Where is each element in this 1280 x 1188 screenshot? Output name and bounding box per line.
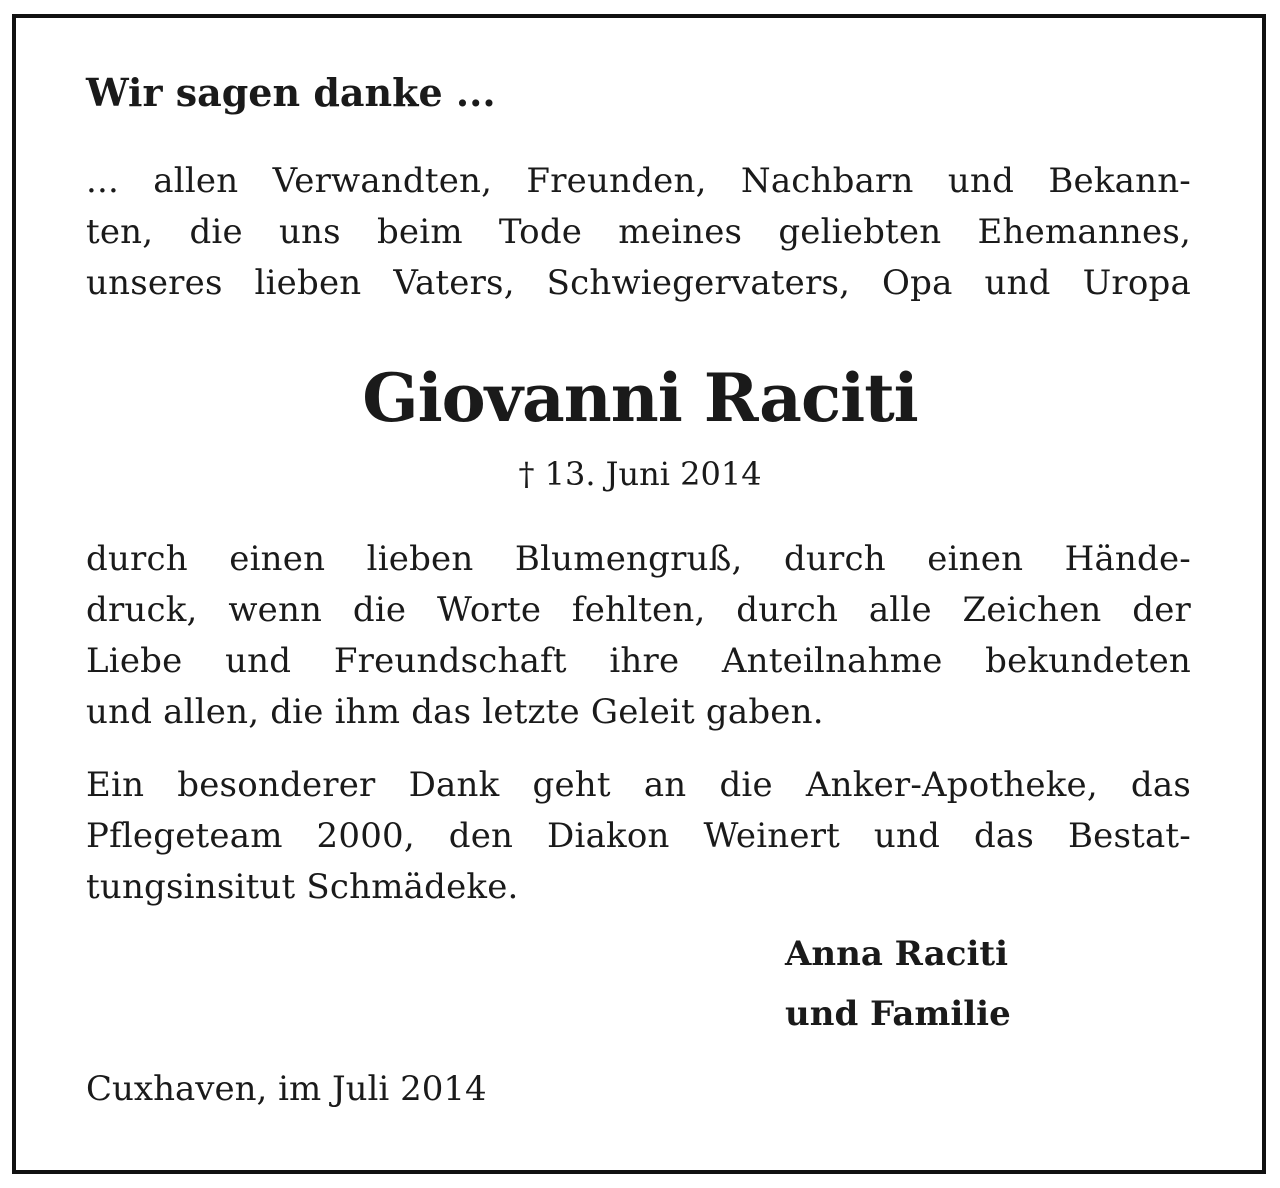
special-line: Pflegeteam 2000, den Diakon Weinert und das Bestat- <box>86 816 1191 856</box>
thanks-paragraph <box>86 534 1191 738</box>
intro-line: ten, die uns beim Tode meines geliebten Ehemannes, <box>86 212 1191 252</box>
signature-family: und Familie <box>785 994 1011 1034</box>
thanks-line: durch einen lieben Blumengruß, durch einen Hände- <box>86 539 1191 579</box>
special-thanks-paragraph <box>86 760 1191 913</box>
thanks-line: und allen, die ihm das letzte Geleit gaben. <box>86 692 824 732</box>
place-and-date: Cuxhaven, im Juli 2014 <box>86 1069 487 1109</box>
thanks-line: Liebe und Freundschaft ihre Anteilnahme bekundeten <box>86 641 1191 681</box>
thanks-line: druck, wenn die Worte fehlten, durch alle Zeichen der <box>86 590 1191 630</box>
signature-name: Anna Raciti <box>785 934 1008 974</box>
intro-paragraph <box>86 156 1191 309</box>
deceased-name: Giovanni Raciti <box>362 359 918 437</box>
special-line: Ein besonderer Dank geht an die Anker-Apotheke, das <box>86 765 1191 805</box>
intro-line: unseres lieben Vaters, Schwiegervaters, Opa und Uropa <box>86 263 1191 303</box>
intro-line: ... allen Verwandten, Freunden, Nachbarn und Bekann- <box>86 161 1191 201</box>
special-line: tungsinsitut Schmädeke. <box>86 867 519 907</box>
death-date: † 13. Juni 2014 <box>518 455 762 493</box>
notice-heading: Wir sagen danke ... <box>86 70 496 115</box>
